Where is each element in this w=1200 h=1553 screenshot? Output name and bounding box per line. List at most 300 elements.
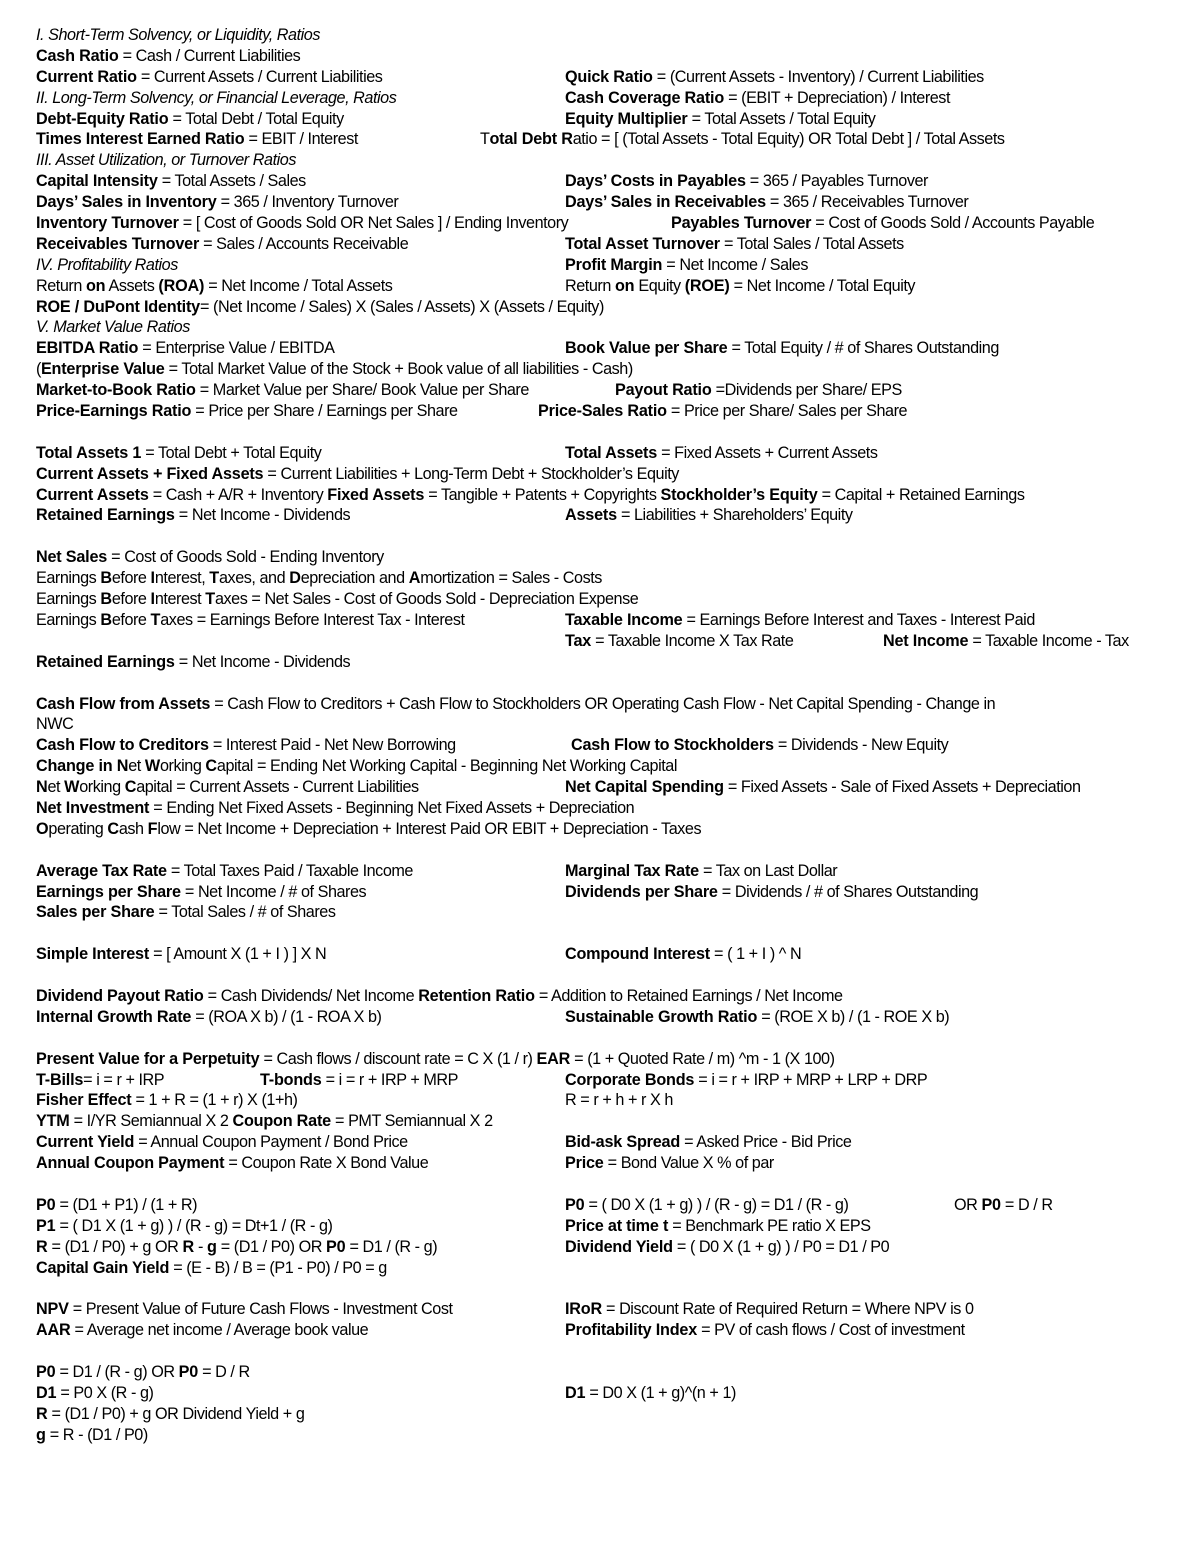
formula-text: = (1 + Quoted Rate / m) ^m - 1 (X 100) <box>570 1049 835 1068</box>
formula-segment <box>565 1153 774 1174</box>
formula-text: = 1 + R = (1 + r) X (1+h) <box>131 1091 298 1110</box>
formula-term: W <box>64 778 80 797</box>
formula-text: = EBIT / Interest <box>244 130 358 149</box>
formula-segment <box>36 1425 148 1446</box>
formula-line <box>36 485 1186 506</box>
formula-term: Net Capital Spending <box>565 778 724 797</box>
formula-text: = Earnings Before Interest and Taxes - Interest Paid <box>682 610 1035 629</box>
formula-term: Assets <box>565 506 617 525</box>
blank-line <box>36 923 1186 944</box>
formula-term: IRoR <box>565 1300 602 1319</box>
formula-term: Bid-ask Spread <box>565 1133 681 1152</box>
formula-term: Net Sales <box>36 548 108 567</box>
blank-line <box>36 1341 1186 1362</box>
formula-text: efore <box>111 569 151 588</box>
formula-text: = Cost of Goods Sold - Ending Inventory <box>107 548 384 567</box>
formula-segment <box>480 129 1005 150</box>
formula-line <box>36 464 1186 485</box>
formula-text: = R - (D1 / P0) <box>45 1425 148 1444</box>
formula-line <box>36 1049 1186 1070</box>
formula-line <box>36 756 1186 777</box>
formula-segment <box>36 694 995 715</box>
formula-text: = i = r + IRP <box>83 1070 165 1089</box>
formula-term: O <box>36 819 49 838</box>
formula-line <box>36 694 1186 715</box>
formula-segment <box>36 652 350 673</box>
formula-text: Earnings <box>36 610 101 629</box>
formula-text: = i = r + IRP + MRP + LRP + DRP <box>694 1070 928 1089</box>
formula-text: = Capital + Retained Earnings <box>817 485 1025 504</box>
formula-line <box>36 1070 1186 1091</box>
formula-line <box>36 380 1186 401</box>
formula-line <box>36 1404 1186 1425</box>
formula-term: P0 <box>178 1363 199 1381</box>
formula-term: P0 <box>36 1195 56 1214</box>
formula-text: T <box>480 130 490 149</box>
formula-segment <box>36 1299 453 1320</box>
formula-segment <box>36 1237 437 1258</box>
formula-text: = (EBIT + Depreciation) / Interest <box>724 88 951 107</box>
formula-term: YTM <box>36 1112 70 1131</box>
formula-line <box>36 1362 1186 1383</box>
formula-text: et <box>47 778 65 797</box>
formula-segment <box>565 610 1035 631</box>
formula-term: Current Ratio <box>36 67 137 86</box>
formula-term: B <box>100 590 112 609</box>
formula-term: ROE / DuPont Identity <box>36 297 200 316</box>
blank-line <box>36 673 1186 694</box>
formula-term: (ROE) <box>684 276 730 295</box>
formula-text: = 365 / Receivables Turnover <box>765 193 969 212</box>
formula-text: Assets <box>105 276 159 295</box>
formula-segment <box>565 631 793 652</box>
formula-segment <box>565 67 984 88</box>
formula-segment <box>671 213 1094 234</box>
formula-term: otal Debt R <box>489 130 573 149</box>
formula-text: = D / R <box>1000 1195 1053 1214</box>
formula-line <box>36 819 1186 840</box>
formula-text: = Cash / Current Liabilities <box>118 46 301 65</box>
formula-segment <box>36 589 638 610</box>
formula-text: = Total Assets / Sales <box>157 172 306 191</box>
formula-segment <box>36 359 633 380</box>
formula-line <box>36 109 1186 130</box>
formula-segment <box>36 255 178 276</box>
formula-term: Days’ Sales in Inventory <box>36 193 217 212</box>
formula-text: et <box>128 757 145 776</box>
formula-text: = Fixed Assets + Current Assets <box>657 443 878 462</box>
formula-term: Earnings per Share <box>36 882 181 901</box>
formula-text: = Price per Share / Earnings per Share <box>191 402 458 421</box>
formula-text: = Total Equity / # of Shares Outstanding <box>727 339 999 358</box>
formula-line <box>36 1090 1186 1111</box>
formula-segment <box>36 464 679 485</box>
formula-term: Annual Coupon Payment <box>36 1154 225 1173</box>
formula-line <box>36 443 1186 464</box>
formula-line <box>36 986 1186 1007</box>
formula-term: Total Assets 1 <box>36 443 142 462</box>
formula-segment <box>565 944 801 965</box>
formula-line <box>36 1320 1186 1341</box>
formula-segment <box>36 338 335 359</box>
formula-term: Book Value per Share <box>565 339 728 358</box>
formula-segment <box>565 338 999 359</box>
formula-text: = Fixed Assets - Sale of Fixed Assets + Depreciation <box>723 778 1081 797</box>
formula-line <box>36 234 1186 255</box>
formula-term: P0 <box>36 1363 56 1381</box>
formula-text: = Average net income / Average book value <box>70 1321 369 1340</box>
formula-text: = 365 / Inventory Turnover <box>216 193 399 212</box>
formula-text: = Cost of Goods Sold / Accounts Payable <box>811 214 1095 233</box>
formula-text: Earnings <box>36 590 101 609</box>
formula-line <box>36 1007 1186 1028</box>
formula-term: Receivables Turnover <box>36 234 200 253</box>
formula-line <box>36 317 1186 338</box>
formula-term: R <box>36 1237 48 1256</box>
formula-segment <box>36 1258 387 1279</box>
formula-term: R <box>36 1404 48 1423</box>
formula-segment <box>36 798 634 819</box>
formula-term: g <box>207 1237 217 1256</box>
formula-term: Compound Interest <box>565 945 710 964</box>
formula-segment <box>571 735 948 756</box>
formula-line <box>36 631 1186 652</box>
formula-segment <box>36 1362 250 1383</box>
formula-line <box>36 1153 1186 1174</box>
formula-segment <box>36 25 320 46</box>
formula-term: Retained Earnings <box>36 652 175 671</box>
formula-term: Profit Margin <box>565 255 663 274</box>
formula-segment <box>36 234 408 255</box>
formula-line <box>36 213 1186 234</box>
formula-term: g <box>36 1425 46 1444</box>
formula-segment <box>565 1007 949 1028</box>
formula-text: = Price per Share/ Sales per Share <box>666 402 908 421</box>
formula-text: = (D1 / P0) + g OR Dividend Yield + g <box>47 1404 305 1423</box>
section-heading: II. Long-Term Solvency, or Financial Leverage, Ratios <box>36 88 397 107</box>
formula-term: Quick Ratio <box>565 67 653 86</box>
formula-text: = Net Income / Total Equity <box>729 276 916 295</box>
formula-segment <box>36 88 396 109</box>
formula-term: Market-to-Book Ratio <box>36 381 196 400</box>
formula-text: = I/YR Semiannual X 2 <box>69 1112 233 1131</box>
formula-text: = Bond Value X % of par <box>603 1154 774 1173</box>
formula-term: W <box>144 757 160 776</box>
formula-line <box>36 902 1186 923</box>
formula-segment <box>36 714 73 735</box>
formula-term: Price-Earnings Ratio <box>36 402 192 421</box>
formula-segment <box>36 505 350 526</box>
formula-term: T-bonds <box>260 1070 322 1089</box>
formula-text: =Dividends per Share/ EPS <box>711 381 902 400</box>
formula-segment <box>36 1090 297 1111</box>
formula-segment <box>36 46 300 67</box>
formula-text: = (ROA X b) / (1 - ROA X b) <box>191 1007 382 1026</box>
formula-segment <box>36 1132 408 1153</box>
formula-text: Equity <box>634 276 685 295</box>
formula-term: Tax <box>565 631 592 650</box>
formula-line <box>36 1383 1186 1404</box>
formula-term: Current Assets <box>36 485 149 504</box>
formula-text: = (D1 / P0) OR <box>216 1237 326 1256</box>
formula-term: C <box>107 819 119 838</box>
formula-text: low = Net Income + Depreciation + Interest Paid OR EBIT + Depreciation - Taxes <box>157 819 702 838</box>
blank-line <box>36 1028 1186 1049</box>
formula-text: epreciation and <box>300 569 409 588</box>
formula-segment <box>565 1132 851 1153</box>
formula-term: on <box>614 276 635 295</box>
formula-term: Average Tax Rate <box>36 861 167 880</box>
formula-term: Fixed Assets <box>327 485 425 504</box>
formula-term: N <box>36 778 48 797</box>
formula-segment <box>565 1070 927 1091</box>
formula-text: = Net Income - Dividends <box>174 652 351 671</box>
formula-line <box>36 276 1186 297</box>
formula-segment <box>565 1216 871 1237</box>
formula-term: T <box>205 590 215 609</box>
formula-text: atio = [ (Total Assets - Total Equity) OR Total Debt ] / Total Assets <box>572 130 1005 149</box>
formula-segment <box>36 213 568 234</box>
formula-term: A <box>408 569 421 588</box>
formula-text: = Cash Flow to Creditors + Cash Flow to Stockholders OR Operating Cash Flow - Net Capital Spending - Change in <box>210 694 996 713</box>
section-heading: I. Short-Term Solvency, or Liquidity, Ratios <box>36 26 320 44</box>
formula-text: = ( 1 + I ) ^ N <box>709 945 802 964</box>
formula-line <box>36 589 1186 610</box>
formula-text: = Taxable Income - Tax <box>968 631 1129 650</box>
formula-text: = Net Income - Dividends <box>174 506 351 525</box>
formula-text: apital = Current Assets - Current Liabilities <box>136 778 419 797</box>
formula-text: = Total Taxes Paid / Taxable Income <box>166 861 413 880</box>
formula-text: = Total Debt + Total Equity <box>141 443 322 462</box>
formula-term: EBITDA Ratio <box>36 339 139 358</box>
formula-segment <box>36 1007 381 1028</box>
formula-text: nterest <box>154 590 206 609</box>
formula-segment <box>36 861 413 882</box>
formula-line <box>36 25 1186 46</box>
formula-text: = Sales / Accounts Receivable <box>199 234 409 253</box>
formula-text: = Total Sales / # of Shares <box>154 903 336 922</box>
formula-line <box>36 46 1186 67</box>
blank-line <box>36 1174 1186 1195</box>
blank-line <box>36 422 1186 443</box>
formula-text: = Taxable Income X Tax Rate <box>591 631 794 650</box>
formula-text: = Tax on Last Dollar <box>698 861 838 880</box>
formula-line <box>36 861 1186 882</box>
formula-segment <box>36 1320 368 1341</box>
formula-sheet <box>36 25 1186 1446</box>
formula-term: Retention Ratio <box>418 986 535 1005</box>
formula-term: Total Asset Turnover <box>565 234 720 253</box>
formula-text: axes, and <box>219 569 290 588</box>
formula-term: Dividend Yield <box>565 1237 673 1256</box>
formula-term: Cash Ratio <box>36 46 119 65</box>
formula-text: apital = Ending Net Working Capital - Beginning Net Working Capital <box>216 757 678 776</box>
formula-term: Price-Sales Ratio <box>538 402 667 421</box>
formula-text: = (Current Assets - Inventory) / Current Liabilities <box>652 67 984 86</box>
formula-text: = Total Assets / Total Equity <box>687 109 876 128</box>
formula-text: = PV of cash flows / Cost of investment <box>697 1321 965 1340</box>
formula-text: = Cash Dividends/ Net Income <box>203 986 419 1005</box>
formula-text: nterest, <box>154 569 210 588</box>
formula-line <box>36 798 1186 819</box>
formula-term: Retained Earnings <box>36 506 175 525</box>
formula-segment <box>36 297 604 318</box>
formula-text: mortization = Sales - Costs <box>420 569 602 588</box>
formula-segment <box>36 401 458 422</box>
formula-term: D1 <box>565 1383 586 1402</box>
formula-segment <box>36 1111 493 1132</box>
formula-segment <box>36 171 306 192</box>
formula-segment <box>36 756 677 777</box>
formula-term: Net Income <box>883 631 969 650</box>
formula-segment <box>565 171 928 192</box>
formula-line <box>36 1111 1186 1132</box>
formula-term: D <box>289 569 301 588</box>
formula-segment <box>36 1070 164 1091</box>
formula-segment <box>36 610 465 631</box>
formula-text: orking <box>159 757 206 776</box>
blank-line <box>36 965 1186 986</box>
formula-segment <box>565 88 950 109</box>
formula-text: = P0 X (R - g) <box>56 1383 154 1402</box>
formula-segment <box>565 777 1081 798</box>
formula-text: OR <box>954 1195 982 1214</box>
formula-term: Sales per Share <box>36 903 155 922</box>
formula-text: Return <box>565 276 615 295</box>
formula-line <box>36 610 1186 631</box>
formula-term: B <box>100 569 112 588</box>
formula-term: B <box>100 610 112 629</box>
formula-term: Stockholder’s Equity <box>660 485 818 504</box>
formula-segment <box>36 902 336 923</box>
formula-text: = Asked Price - Bid Price <box>680 1133 852 1152</box>
formula-text: = ( D1 X (1 + g) ) / (R - g) = Dt+1 / (R - g) <box>55 1216 333 1235</box>
formula-text: = Liabilities + Shareholders’ Equity <box>616 506 853 525</box>
formula-text: Earnings <box>36 569 101 588</box>
formula-text: = D1 / (R - g) <box>345 1237 438 1256</box>
formula-segment <box>565 255 808 276</box>
formula-text: ash <box>118 819 148 838</box>
formula-line <box>36 129 1186 150</box>
formula-text: = D / R <box>198 1363 250 1381</box>
formula-text: = Enterprise Value / EBITDA <box>138 339 335 358</box>
blank-line <box>36 1278 1186 1299</box>
formula-term: Change in N <box>36 757 129 776</box>
formula-segment <box>36 986 843 1007</box>
blank-line <box>36 840 1186 861</box>
formula-term: Total Assets <box>565 443 658 462</box>
formula-term: Profitability Index <box>565 1321 698 1340</box>
formula-text: = (D1 / P0) + g OR <box>47 1237 183 1256</box>
formula-segment <box>36 735 456 756</box>
formula-text: = Interest Paid - Net New Borrowing <box>208 736 456 755</box>
formula-term: Simple Interest <box>36 945 150 964</box>
formula-line <box>36 67 1186 88</box>
formula-segment <box>565 1383 736 1404</box>
formula-text: efore <box>111 590 151 609</box>
formula-segment <box>36 1153 428 1174</box>
formula-text: = Discount Rate of Required Return = Where NPV is 0 <box>601 1300 974 1319</box>
formula-line <box>36 652 1186 673</box>
formula-segment <box>36 129 358 150</box>
formula-term: T <box>209 569 219 588</box>
formula-text: = Market Value per Share/ Book Value per Share <box>195 381 529 400</box>
formula-segment <box>36 1216 332 1237</box>
formula-term: NPV <box>36 1300 69 1319</box>
formula-text: = [ Cost of Goods Sold OR Net Sales ] / Ending Inventory <box>178 214 569 233</box>
formula-line <box>36 171 1186 192</box>
formula-segment <box>615 380 902 401</box>
formula-text: = D0 X (1 + g)^(n + 1) <box>585 1383 736 1402</box>
formula-text: = ( D0 X (1 + g) ) / (R - g) = D1 / (R - g) <box>584 1195 849 1214</box>
formula-text: = (Net Income / Sales) X (Sales / Assets) X (Assets / Equity) <box>199 297 604 316</box>
formula-segment <box>36 1049 835 1070</box>
formula-text: = Present Value of Future Cash Flows - Investment Cost <box>68 1300 453 1319</box>
formula-text: NWC <box>36 715 74 734</box>
formula-term: Current Assets + Fixed Assets <box>36 464 264 483</box>
formula-line <box>36 338 1186 359</box>
formula-segment <box>565 1320 965 1341</box>
formula-text: = Current Assets / Current Liabilities <box>136 67 383 86</box>
formula-term: Payout Ratio <box>615 381 712 400</box>
formula-text: = Net Income / Sales <box>662 255 808 274</box>
formula-term: Price at time t <box>565 1216 669 1235</box>
formula-segment <box>36 109 344 130</box>
formula-term: C <box>205 757 217 776</box>
formula-segment <box>36 547 384 568</box>
formula-segment <box>565 234 904 255</box>
formula-term: Capital Gain Yield <box>36 1258 170 1277</box>
formula-term: Cash Coverage Ratio <box>565 88 725 107</box>
formula-line <box>36 882 1186 903</box>
formula-term: Coupon Rate <box>232 1112 331 1131</box>
formula-segment <box>565 861 837 882</box>
formula-text: = Total Market Value of the Stock + Book value of all liabilities - Cash) <box>164 360 633 379</box>
formula-line <box>36 568 1186 589</box>
formula-line <box>36 777 1186 798</box>
formula-segment <box>565 1299 974 1320</box>
formula-text: = Total Debt / Total Equity <box>168 109 344 128</box>
formula-term: F <box>147 819 158 838</box>
formula-text: ( <box>36 360 41 379</box>
formula-term: Marginal Tax Rate <box>565 861 699 880</box>
formula-term: Sustainable Growth Ratio <box>565 1007 758 1026</box>
formula-term: P0 <box>981 1195 1001 1214</box>
formula-text: = PMT Semiannual X 2 <box>330 1112 493 1131</box>
formula-segment <box>260 1070 458 1091</box>
formula-term: I <box>150 590 155 609</box>
formula-text: = Annual Coupon Payment / Bond Price <box>134 1133 408 1152</box>
formula-text: = Ending Net Fixed Assets - Beginning Net Fixed Assets + Depreciation <box>149 798 635 817</box>
formula-term: Times Interest Earned Ratio <box>36 130 245 149</box>
formula-text: axes = Net Sales - Cost of Goods Sold - Depreciation Expense <box>214 590 639 609</box>
formula-line <box>36 401 1186 422</box>
formula-term: Price <box>565 1154 604 1173</box>
formula-term: Equity Multiplier <box>565 109 688 128</box>
formula-term: Dividend Payout Ratio <box>36 986 204 1005</box>
formula-text: R = r + h + r X h <box>565 1091 673 1110</box>
formula-text: = ( D0 X (1 + g) ) / P0 = D1 / P0 <box>672 1237 890 1256</box>
blank-line <box>36 526 1186 547</box>
formula-term: (ROA) <box>158 276 205 295</box>
formula-line <box>36 1195 1186 1216</box>
formula-text: = 365 / Payables Turnover <box>745 172 928 191</box>
formula-term: Taxable Income <box>565 610 683 629</box>
formula-text: Return <box>36 276 86 295</box>
formula-term: Payables Turnover <box>671 214 812 233</box>
formula-text: = (E - B) / B = (P1 - P0) / P0 = g <box>169 1258 387 1277</box>
formula-term: Net Investment <box>36 798 150 817</box>
